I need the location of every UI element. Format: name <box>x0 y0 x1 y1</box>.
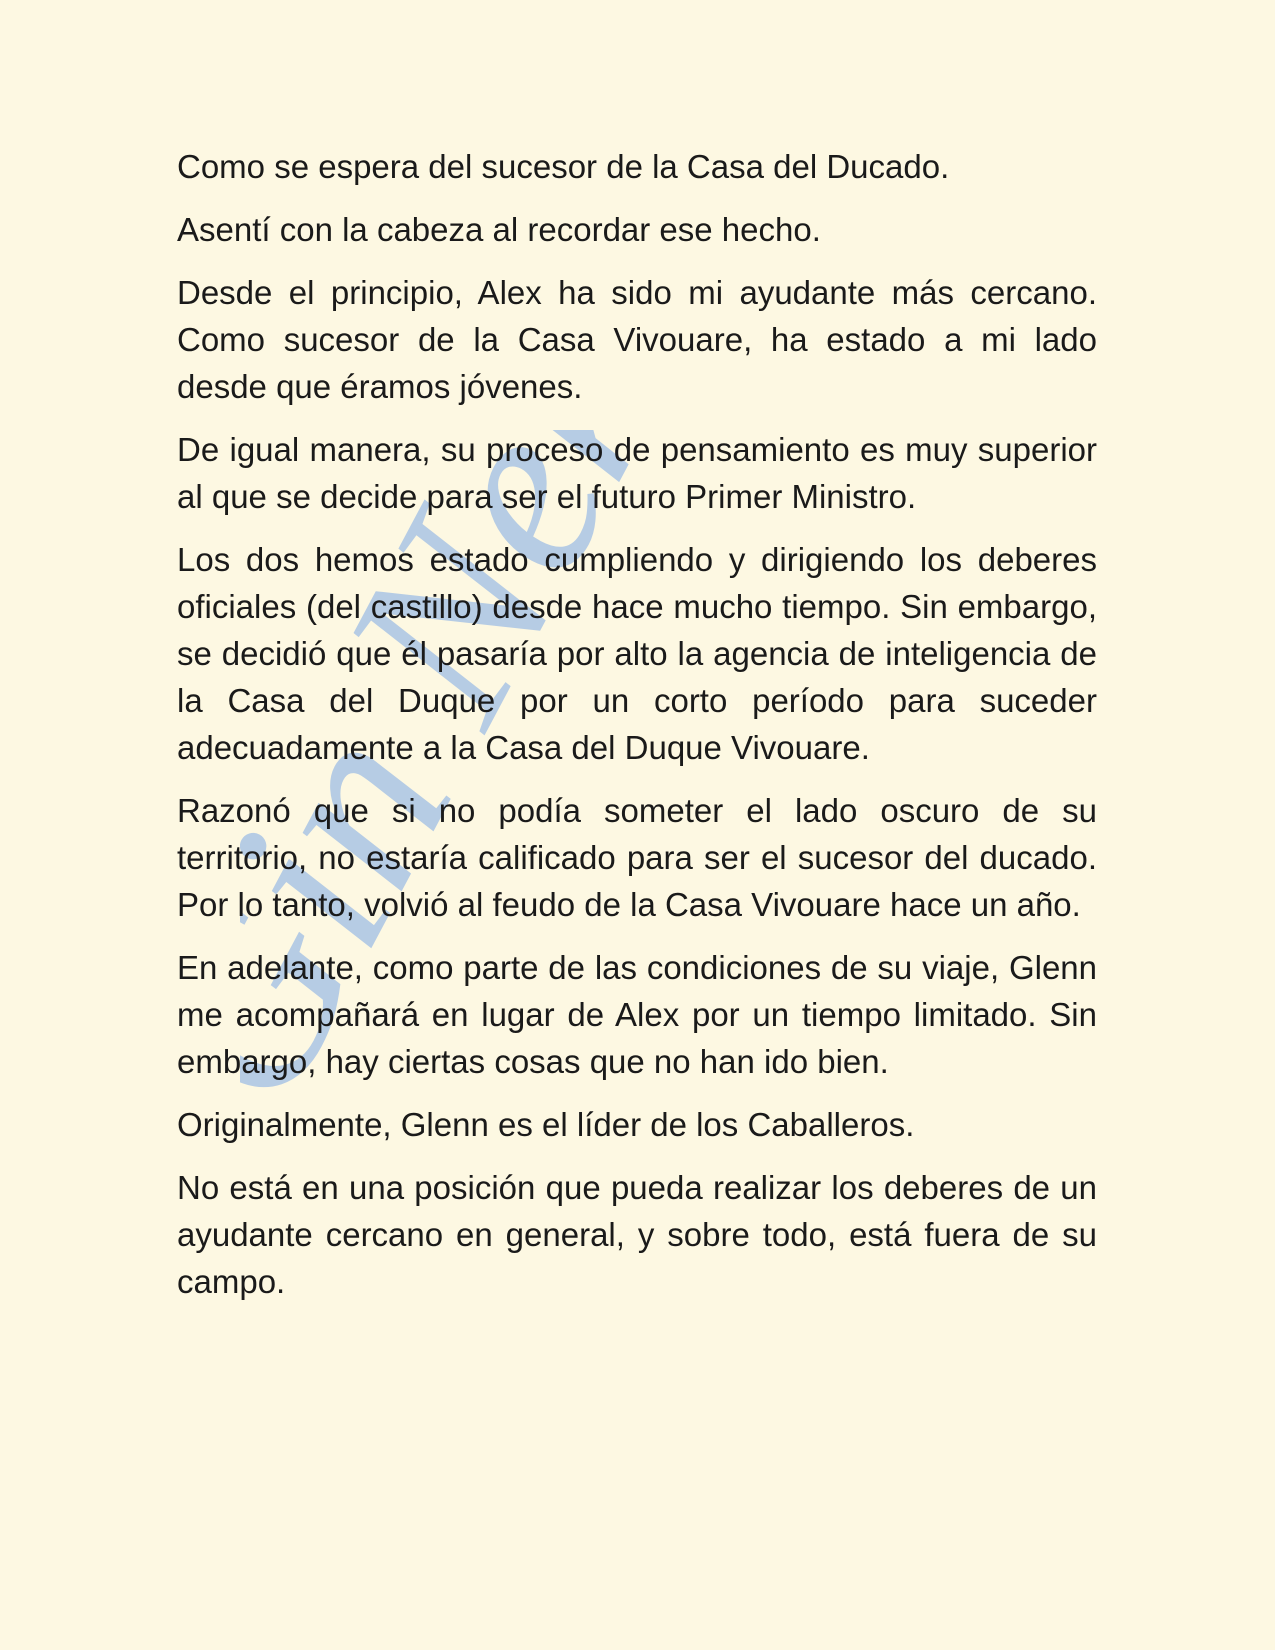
paragraph-4: De igual manera, su proceso de pensamiento es muy superior al que se decide para ser el futuro Primer Ministro. <box>177 431 1097 515</box>
paragraph-7: En adelante, como parte de las condiciones de su viaje, Glenn me acompañará en lugar de Alex por un tiempo limitado. Sin embargo, hay ciertas cosas que no han ido bien. <box>177 949 1097 1080</box>
paragraph-5: Los dos hemos estado cumpliendo y dirigiendo los deberes oficiales (del castillo) desde hace mucho tiempo. Sin embargo, se decidió que él pasaría por alto la agencia de inteligencia de la Casa del Duque por un corto período para suceder adecuadamente a la Casa del Duque Vivouare. <box>177 541 1097 766</box>
paragraph-3: Desde el principio, Alex ha sido mi ayudante más cercano. Como sucesor de la Casa Vivouare, ha estado a mi lado desde que éramos jóvenes. <box>177 274 1097 405</box>
watermark-text: Gin Neko <box>240 430 776 1146</box>
paragraph-2: Asentí con la cabeza al recordar ese hecho. <box>177 211 821 248</box>
paragraph-8: Originalmente, Glenn es el líder de los Caballeros. <box>177 1106 915 1143</box>
body-text <box>177 143 1097 1321</box>
paragraph-6: Razonó que si no podía someter el lado oscuro de su territorio, no estaría calificado para ser el sucesor del ducado. Por lo tanto, volvió al feudo de la Casa Vivouare hace un año. <box>177 792 1097 923</box>
paragraph-9: No está en una posición que pueda realizar los deberes de un ayudante cercano en general, y sobre todo, está fuera de su campo. <box>177 1169 1097 1300</box>
paragraph-1: Como se espera del sucesor de la Casa del Ducado. <box>177 148 950 185</box>
